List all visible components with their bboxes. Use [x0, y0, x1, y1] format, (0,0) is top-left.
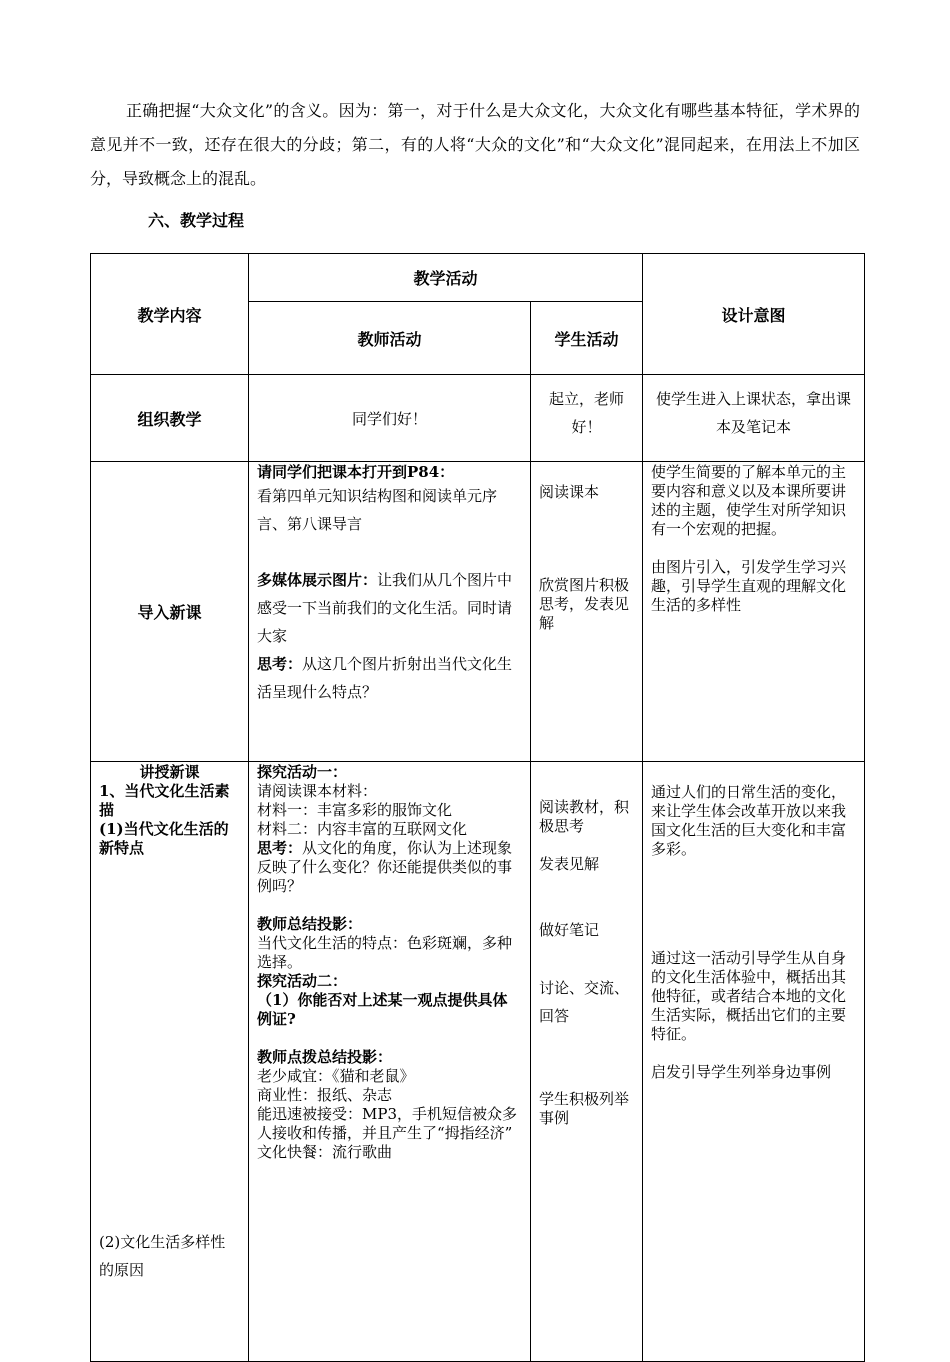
row1-content: 组织教学: [91, 375, 249, 462]
row2-media-text: 让我们从几个图片中感受一下当前我们的文化生活。同时请大家: [257, 571, 513, 645]
row1-teacher: 同学们好！: [249, 375, 531, 462]
row3-t11: 老少咸宜：《猫和老鼠》: [257, 1067, 415, 1085]
table-row: [91, 462, 865, 762]
intro-paragraph: 正确把握“大众文化”的含义。因为：第一，对于什么是大众文化，大众文化有哪些基本特征，学术界的意见并不一致，还存在很大的分歧；第二，有的人将“大众的文化”和“大众文化”混同起来，在用法上不加区分，导致概念上的混乱。: [90, 101, 860, 188]
row3-i3: 启发引导学生列举身边事例: [651, 1063, 832, 1081]
row3-s5: 学生积极列举事例: [539, 1090, 630, 1127]
teaching-process-table: [90, 253, 865, 1362]
row2-think-label: 思考：: [257, 655, 303, 673]
row3-t3: 材料一：丰富多彩的服饰文化: [257, 801, 453, 819]
row2-teacher-heading: 请同学们把课本打开到P84：: [257, 463, 455, 481]
row3-think-text: 从文化的角度，你认为上述现象反映了什么变化？你还能提供类似的事例吗？: [257, 839, 513, 895]
row3-t14: 文化快餐：流行歌曲: [257, 1143, 393, 1161]
header-content: 教学内容: [91, 254, 249, 375]
row2-intent-2: 由图片引入，引发学生学习兴趣，引导学生直观的理解文化生活的多样性: [651, 558, 847, 614]
header-activity: 教学活动: [249, 254, 643, 302]
section-title: 六、教学过程: [148, 211, 245, 230]
row3-content-sub2: (1)当代文化生活的新特点: [99, 820, 229, 857]
row3-content-sub1: 1、当代文化生活素描: [99, 782, 230, 819]
row2-media-label: 多媒体展示图片：: [257, 571, 378, 589]
row3-t12: 商业性：报纸、杂志: [257, 1086, 393, 1104]
row3-content-title: 讲授新课: [139, 763, 200, 781]
row3-s2: 发表见解: [539, 855, 600, 873]
row3-guide-label: 教师点拨总结投影：: [257, 1048, 393, 1066]
row3-s4: 讨论、交流、回答: [539, 979, 630, 1025]
row2-think-text: 从这几个图片折射出当代文化生活呈现什么特点？: [257, 655, 513, 701]
row2-student-view: 欣赏图片积极思考，发表见解: [539, 576, 630, 632]
row2-teacher-text: 看第四单元知识结构图和阅读单元序言、第八课导言: [257, 487, 498, 533]
header-student: 学生活动: [531, 302, 643, 375]
table-row: [91, 762, 865, 1362]
row3-t2: 请阅读课本材料：: [257, 782, 378, 800]
row3-s1: 阅读教材，积极思考: [539, 798, 630, 835]
row3-explore-1: 探究活动一：: [257, 763, 348, 781]
header-teacher: 教师活动: [249, 302, 531, 375]
table-row: [91, 375, 865, 462]
header-intent: 设计意图: [643, 254, 865, 375]
row2-student-read: 阅读课本: [539, 483, 600, 501]
row3-think-label: 思考：: [257, 839, 303, 857]
row1-student: 起立，老师好！: [549, 390, 625, 436]
row3-explore-2: 探究活动二：: [257, 972, 348, 990]
row3-summary-text: 当代文化生活的特点：色彩斑斓，多种选择。: [257, 934, 513, 971]
row3-i2: 通过这一活动引导学生从自身的文化生活体验中，概括出其他特征，或者结合本地的文化生活实际，概括出它们的主要特征。: [651, 949, 847, 1043]
row1-intent: 使学生进入上课状态，拿出课本及笔记本: [656, 390, 852, 436]
row3-content-sub3: (2)文化生活多样性的原因: [99, 1233, 226, 1279]
row3-question: （1）你能否对上述某一观点提供具体例证?: [257, 991, 508, 1028]
row3-t13: 能迅速被接受：MP3，手机短信被众多人接收和传播，并且产生了“拇指经济”: [257, 1105, 517, 1142]
row3-i1: 通过人们的日常生活的变化，来让学生体会改革开放以来我国文化生活的巨大变化和丰富多彩。: [651, 783, 847, 858]
row2-content: 导入新课: [91, 462, 249, 762]
row2-intent-1: 使学生简要的了解本单元的主要内容和意义以及本课所要讲述的主题，使学生对所学知识有一个宏观的把握。: [651, 463, 847, 538]
row3-summary-label: 教师总结投影：: [257, 915, 363, 933]
row3-t4: 材料二：内容丰富的互联网文化: [257, 820, 468, 838]
row3-s3: 做好笔记: [539, 921, 600, 939]
